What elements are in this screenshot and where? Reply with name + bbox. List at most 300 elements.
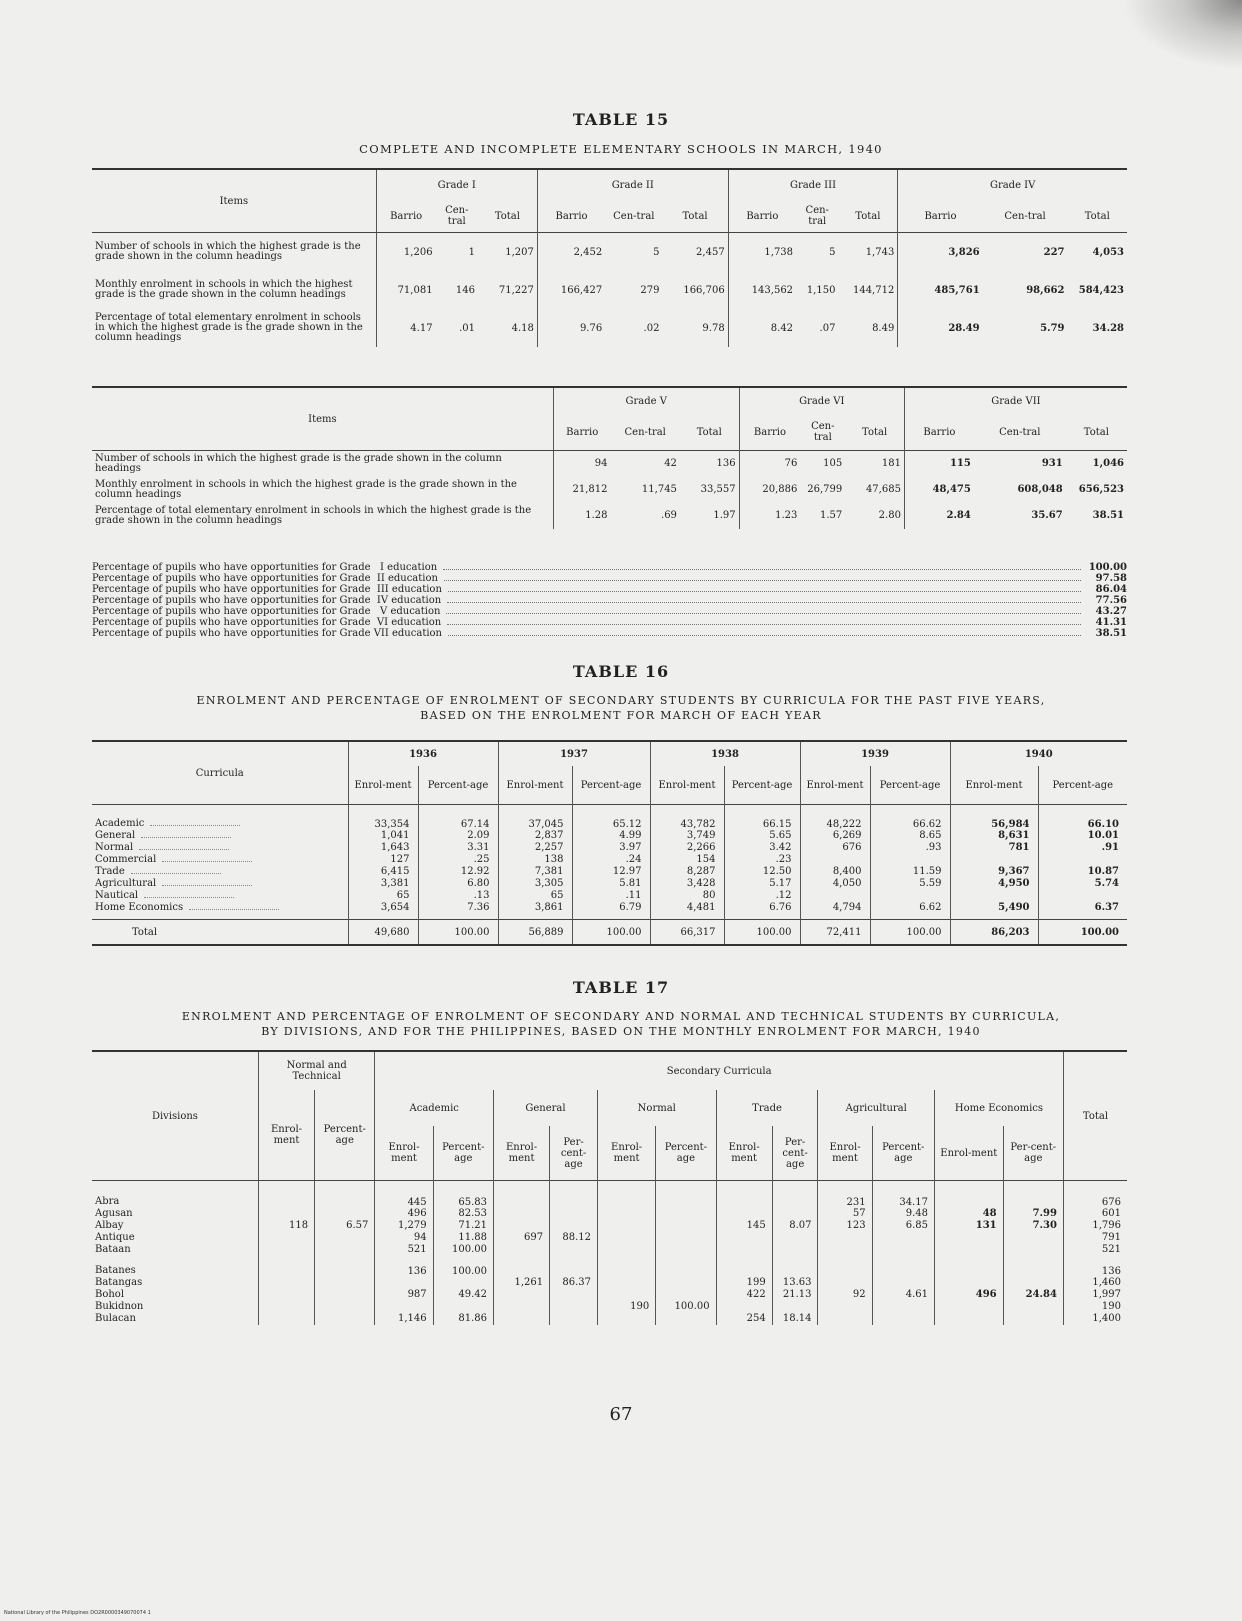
grade-header: Grade II — [537, 169, 728, 200]
leader-dots — [448, 584, 1081, 592]
table-cell: 8,631 — [950, 830, 1038, 842]
table-cell: 254 — [716, 1313, 772, 1325]
table-cell: 4,053 — [1092, 246, 1124, 258]
table-cell: 21,812 — [553, 477, 610, 503]
table-cell: 190 — [597, 1301, 655, 1313]
leader-dots — [443, 562, 1081, 570]
table-cell: 5.17 — [724, 878, 800, 890]
row-label — [92, 1244, 258, 1256]
grade-header: Grade V — [553, 387, 739, 414]
table-cell: 6.79 — [572, 902, 650, 920]
opportunity-row — [92, 606, 1127, 617]
table-cell: 123 — [818, 1220, 872, 1232]
table-cell: .02 — [643, 322, 660, 334]
table-cell — [375, 1277, 433, 1289]
table-cell — [315, 1256, 375, 1277]
table-cell: 144,712 — [852, 284, 895, 296]
leader-dots — [448, 628, 1081, 636]
table-cell: 2,257 — [498, 842, 572, 854]
subheader-total: Total — [696, 426, 722, 438]
table-cell: 82.53 — [433, 1208, 493, 1220]
table-cell — [550, 1289, 598, 1301]
subheader-barrio: Barrio — [728, 200, 796, 233]
table-cell: 80 — [650, 890, 724, 902]
percent-header: Percent-age — [418, 766, 498, 805]
curriculum-name: General — [95, 830, 136, 841]
table-cell: 11,745 — [641, 484, 677, 495]
opportunity-row — [92, 595, 1127, 606]
table-row — [92, 842, 1127, 854]
total-cell: 100.00 — [418, 920, 498, 946]
table-cell — [550, 1181, 598, 1209]
total-cell: 86,203 — [950, 920, 1038, 946]
table-cell — [716, 1181, 772, 1209]
table-cell — [433, 1277, 493, 1289]
table-cell — [315, 1289, 375, 1301]
table16-title: TABLE 16 — [572, 662, 670, 681]
table-cell: 5.74 — [1038, 878, 1127, 890]
table-cell: 608,048 — [1017, 484, 1063, 495]
curriculum-header: Normal — [597, 1090, 716, 1126]
table-cell: 9,367 — [950, 866, 1038, 878]
table-cell: 26,799 — [807, 484, 843, 495]
total-cell: 49,680 — [348, 920, 418, 946]
table-cell — [597, 1277, 655, 1289]
table-cell: 3,861 — [498, 902, 572, 920]
curriculum-name: Nautical — [95, 890, 139, 901]
table-cell: 13.63 — [772, 1277, 818, 1289]
table-cell — [716, 1232, 772, 1244]
table-cell — [818, 1313, 872, 1325]
table-cell — [258, 1289, 314, 1301]
table-cell — [550, 1244, 598, 1256]
year-header: 1937 — [498, 741, 650, 766]
opportunity-value: 38.51 — [1095, 628, 1127, 639]
table-cell: 28.49 — [898, 309, 983, 347]
table-cell: 33,557 — [700, 484, 736, 495]
division-name: Abra — [95, 1196, 120, 1207]
table15-title: TABLE 15 — [572, 110, 670, 129]
subheader-barrio: Barrio — [898, 200, 983, 233]
table-cell: 496 — [375, 1208, 433, 1220]
row-label: Number of schools in which the highest grade is the grade shown in the column headings — [95, 241, 361, 262]
table-cell: 5.65 — [724, 830, 800, 842]
curriculum-name: Agricultural — [95, 878, 157, 889]
table-cell: 4,950 — [950, 878, 1038, 890]
table-cell: 33,354 — [348, 805, 418, 831]
table-cell — [493, 1181, 549, 1209]
row-label — [92, 902, 348, 920]
table-cell — [315, 1277, 375, 1289]
table-cell: 3.42 — [724, 842, 800, 854]
table-cell: 697 — [493, 1232, 549, 1244]
table-cell — [597, 1181, 655, 1209]
table-cell: 4.18 — [511, 322, 534, 334]
items-header: Items — [92, 169, 376, 233]
table-cell: 4.99 — [572, 830, 650, 842]
year-header: 1938 — [650, 741, 800, 766]
table-cell: 66.15 — [724, 805, 800, 831]
table-cell — [772, 1256, 818, 1277]
curriculum-header: Home Economics — [934, 1090, 1063, 1126]
table-cell: 12.97 — [572, 866, 650, 878]
table-cell — [800, 890, 870, 902]
table-cell: 5 — [829, 246, 836, 258]
division-name: Albay — [95, 1220, 124, 1231]
table-cell — [656, 1313, 716, 1325]
table-cell: 10.87 — [1038, 866, 1127, 878]
division-name: Bulacan — [95, 1313, 136, 1324]
table-cell: 115 — [904, 451, 973, 477]
total-cell: 72,411 — [800, 920, 870, 946]
table-cell: 2,452 — [537, 233, 605, 272]
leader-dots — [141, 837, 231, 838]
table-cell — [656, 1220, 716, 1232]
table-cell: 6.76 — [724, 902, 800, 920]
table-cell: 6,415 — [348, 866, 418, 878]
table-cell: 2.84 — [904, 503, 973, 529]
division-name: Bukidnon — [95, 1301, 144, 1312]
table-cell — [258, 1208, 314, 1220]
leader-dots — [150, 825, 240, 826]
subheader-barrio: Barrio — [537, 200, 605, 233]
subheader-total: Total — [494, 210, 520, 222]
table-cell: 100.00 — [433, 1244, 493, 1256]
table-cell — [950, 890, 1038, 902]
enrol-header: Enrol-ment — [800, 766, 870, 805]
opportunity-row — [92, 573, 1127, 584]
table-cell: 1 — [468, 246, 475, 258]
percent-header: Percent-age — [872, 1126, 934, 1181]
table15-subtitle: COMPLETE AND INCOMPLETE ELEMENTARY SCHOOLS IN MARCH, 1940 — [359, 142, 883, 156]
table-cell: 1,738 — [728, 233, 796, 272]
table-cell — [656, 1289, 716, 1301]
table-cell: 65.12 — [572, 805, 650, 831]
table-cell: 12.50 — [724, 866, 800, 878]
leader-dots — [139, 849, 229, 850]
table-cell — [315, 1208, 375, 1220]
items-header: Items — [92, 387, 553, 451]
scan-shadow — [1122, 0, 1242, 70]
subheader-total: Total — [862, 426, 888, 438]
table-cell: 8,287 — [650, 866, 724, 878]
table-cell — [493, 1208, 549, 1220]
leader-dots — [447, 595, 1081, 603]
table-cell: 9.78 — [702, 322, 725, 334]
grade-header: Grade I — [376, 169, 537, 200]
table-cell: 3.97 — [572, 842, 650, 854]
table17-subtitle-1: ENROLMENT AND PERCENTAGE OF ENROLMENT OF SECONDARY AND NORMAL AND TECHNICAL STUDENTS BY CURRICULA, — [181, 1010, 1061, 1023]
table-cell — [800, 854, 870, 866]
table-cell: 145 — [716, 1220, 772, 1232]
table-row — [92, 477, 1127, 503]
opportunity-label: Percentage of pupils who have opportunities for Grade II education — [92, 573, 438, 584]
table-cell — [716, 1256, 772, 1277]
table-cell — [870, 890, 950, 902]
table-cell: 166,706 — [683, 284, 725, 296]
table-cell: 2,457 — [696, 246, 725, 258]
table-cell: 66.62 — [870, 805, 950, 831]
table-cell: 24.84 — [1003, 1289, 1063, 1301]
leader-dots — [144, 897, 234, 898]
table-cell — [934, 1181, 1003, 1209]
opportunity-row — [92, 562, 1127, 573]
table-cell: 38.51 — [1092, 510, 1124, 521]
total-cell: 100.00 — [724, 920, 800, 946]
table-cell: 8.65 — [870, 830, 950, 842]
table-cell — [818, 1232, 872, 1244]
table-cell — [315, 1313, 375, 1325]
table-cell — [597, 1256, 655, 1277]
table-cell: 7,381 — [498, 866, 572, 878]
table-cell: 9.76 — [537, 309, 605, 347]
table-cell: 1,400 — [1063, 1313, 1127, 1325]
table-cell: 47,685 — [865, 484, 901, 495]
row-label: Percentage of total elementary enrolment in schools in which the highest grade is the grade shown in the column headings — [95, 312, 363, 343]
row-label — [92, 920, 348, 946]
table-cell — [818, 1277, 872, 1289]
table-cell: 987 — [375, 1289, 433, 1301]
table-cell — [656, 1256, 716, 1277]
table-cell: 676 — [800, 842, 870, 854]
subheader-barrio: Barrio — [739, 414, 800, 451]
table-cell: 2,837 — [498, 830, 572, 842]
leader-dots — [162, 885, 252, 886]
opportunity-row — [92, 628, 1127, 639]
curriculum-header: General — [493, 1090, 597, 1126]
table-cell: 5.79 — [1040, 322, 1065, 334]
table-cell — [315, 1244, 375, 1256]
division-name: Bohol — [95, 1289, 125, 1300]
table-cell: 138 — [498, 854, 572, 866]
table-row — [92, 451, 1127, 477]
table-cell: 1,743 — [865, 246, 895, 258]
table-cell — [597, 1313, 655, 1325]
table-row — [92, 902, 1127, 920]
table-cell — [315, 1181, 375, 1209]
table-cell: 181 — [881, 458, 901, 470]
table-cell: 227 — [1043, 246, 1065, 258]
table-cell: 65 — [348, 890, 418, 902]
table-cell — [1038, 854, 1127, 866]
table-cell — [550, 1301, 598, 1313]
subheader-total: Total — [682, 210, 708, 222]
enrol-header: Enrol-ment — [650, 766, 724, 805]
table-cell — [818, 1301, 872, 1313]
percent-header: Percent-age — [724, 766, 800, 805]
table16 — [92, 740, 1127, 946]
table-cell — [772, 1181, 818, 1209]
table-cell: 6.62 — [870, 902, 950, 920]
grade-header: Grade IV — [898, 169, 1127, 200]
table-cell: 279 — [640, 284, 660, 296]
table-cell: 485,761 — [898, 271, 983, 309]
enrol-header: Enrol-ment — [716, 1126, 772, 1181]
table-row — [92, 1277, 1127, 1289]
percent-header: Percent-age — [315, 1090, 375, 1181]
table-cell: 12.92 — [418, 866, 498, 878]
table-cell: 1.23 — [739, 503, 800, 529]
table-cell: 65 — [498, 890, 572, 902]
table-cell: 42 — [664, 458, 677, 470]
table-cell: 98,662 — [1026, 284, 1065, 296]
row-label: Monthly enrolment in schools in which the highest grade is the grade shown in the column headings — [95, 279, 353, 300]
table-cell — [597, 1289, 655, 1301]
table-cell: 34.28 — [1092, 322, 1124, 334]
table-row — [92, 1208, 1127, 1220]
table-cell: 35.67 — [1031, 510, 1063, 521]
table-cell: .24 — [572, 854, 650, 866]
table-cell: 43,782 — [650, 805, 724, 831]
row-label: Number of schools in which the highest grade is the grade shown in the column headings — [95, 452, 502, 474]
table-cell: 57 — [818, 1208, 872, 1220]
row-label — [92, 842, 348, 854]
opportunity-label: Percentage of pupils who have opportunities for Grade III education — [92, 584, 442, 595]
table-cell: 1,150 — [806, 284, 836, 296]
grade-header: Grade III — [728, 169, 898, 200]
table15-lower — [92, 386, 1127, 529]
leader-dots — [446, 606, 1081, 614]
table-row — [92, 890, 1127, 902]
table-cell: 1,643 — [348, 842, 418, 854]
table-cell — [1003, 1181, 1063, 1209]
opportunity-value: 97.58 — [1095, 573, 1127, 584]
table-cell: 3,749 — [650, 830, 724, 842]
table-cell: 100.00 — [433, 1256, 493, 1277]
division-name: Bataan — [95, 1244, 131, 1255]
table-cell — [934, 1232, 1003, 1244]
table-cell: 166,427 — [537, 271, 605, 309]
table-cell: 34.17 — [872, 1181, 934, 1209]
curricula-header: Curricula — [92, 741, 348, 805]
footer-credit: National Library of the Philippines DO2R0000349070074 1 — [4, 1610, 151, 1616]
table-cell: 8,400 — [800, 866, 870, 878]
curriculum-name: Normal — [95, 842, 134, 853]
table-row — [92, 1256, 1127, 1277]
table-cell: 100.00 — [656, 1301, 716, 1313]
table-cell: 9.48 — [872, 1208, 934, 1220]
table-cell: 521 — [375, 1244, 433, 1256]
table-cell: 49.42 — [433, 1289, 493, 1301]
table-cell — [716, 1244, 772, 1256]
table-row — [92, 866, 1127, 878]
secondary-header: Secondary Curricula — [375, 1051, 1064, 1090]
division-name: Batangas — [95, 1277, 143, 1288]
table-cell: 781 — [950, 842, 1038, 854]
table17 — [92, 1050, 1127, 1325]
row-label — [92, 1301, 258, 1313]
table-cell: 8.49 — [872, 322, 895, 334]
table-cell: 136 — [375, 1256, 433, 1277]
table-cell — [433, 1301, 493, 1313]
enrol-header: Enrol-ment — [498, 766, 572, 805]
table-cell: 136 — [1063, 1256, 1127, 1277]
table-cell: .91 — [1038, 842, 1127, 854]
table-cell: .93 — [870, 842, 950, 854]
table-cell: 1,046 — [1092, 458, 1124, 470]
table-cell: .23 — [724, 854, 800, 866]
table-cell: 10.01 — [1038, 830, 1127, 842]
total-cell: 100.00 — [572, 920, 650, 946]
table-cell: 7.36 — [418, 902, 498, 920]
table-cell: 584,423 — [1078, 284, 1124, 296]
table-row — [92, 1301, 1127, 1313]
curriculum-name: Academic — [95, 818, 145, 829]
percent-header: Percent-age — [1038, 766, 1127, 805]
table-row — [92, 1244, 1127, 1256]
table16-subtitle-1: ENROLMENT AND PERCENTAGE OF ENROLMENT OF SECONDARY STUDENTS BY CURRICULA FOR THE PAST FIVE YEARS, — [196, 694, 1046, 707]
table-cell: 6.85 — [872, 1220, 934, 1232]
total-header: Total — [1063, 1051, 1127, 1181]
table-cell: 1,279 — [375, 1220, 433, 1232]
table-cell: 143,562 — [728, 271, 796, 309]
table-cell — [258, 1277, 314, 1289]
table-cell: 445 — [375, 1181, 433, 1209]
table-cell: 94 — [553, 451, 610, 477]
table-cell — [950, 854, 1038, 866]
row-label — [92, 1277, 258, 1289]
table-row — [92, 1220, 1127, 1232]
percent-header: Per-cent-age — [1003, 1126, 1063, 1181]
year-header: 1939 — [800, 741, 950, 766]
row-label — [92, 805, 348, 831]
leader-dots — [162, 861, 252, 862]
enrol-header: Enrol-ment — [258, 1090, 314, 1181]
percent-header: Percent-age — [572, 766, 650, 805]
table16-subtitle-2: BASED ON THE ENROLMENT FOR MARCH OF EACH YEAR — [420, 709, 822, 722]
table-cell: 65.83 — [433, 1181, 493, 1209]
divisions-header: Divisions — [92, 1051, 258, 1181]
table-cell — [772, 1232, 818, 1244]
table-cell — [1038, 890, 1127, 902]
table-cell — [493, 1256, 549, 1277]
table-cell: 3,826 — [898, 233, 983, 272]
enrol-header: Enrol-ment — [493, 1126, 549, 1181]
table-cell — [934, 1244, 1003, 1256]
table-cell — [315, 1232, 375, 1244]
table-row — [92, 503, 1127, 529]
table-cell: 7.30 — [1003, 1220, 1063, 1232]
table-cell: 5,490 — [950, 902, 1038, 920]
table-cell — [1003, 1277, 1063, 1289]
opportunity-label: Percentage of pupils who have opportunities for Grade VI education — [92, 617, 442, 628]
table-cell — [818, 1244, 872, 1256]
table-row — [92, 233, 1127, 272]
row-label — [92, 878, 348, 890]
table-row — [92, 878, 1127, 890]
table-cell: 4,050 — [800, 878, 870, 890]
table-cell — [772, 1301, 818, 1313]
table-cell: 118 — [258, 1220, 314, 1232]
table-cell — [818, 1256, 872, 1277]
row-label: Percentage of total elementary enrolment in schools in which the highest grade is the grade shown in the column headings — [95, 504, 532, 526]
table-cell: 71,227 — [498, 284, 534, 296]
table-row — [92, 271, 1127, 309]
enrol-header: Enrol-ment — [348, 766, 418, 805]
table-cell: 5.81 — [572, 878, 650, 890]
table-cell: .01 — [459, 322, 475, 334]
table-cell: .11 — [572, 890, 650, 902]
subheader-total: Total — [1084, 210, 1110, 222]
total-label: Total — [132, 926, 158, 938]
table-cell — [872, 1301, 934, 1313]
table-row — [92, 309, 1127, 347]
row-label: Monthly enrolment in schools in which the highest grade is the grade shown in the column headings — [95, 478, 517, 500]
table-cell: 2.09 — [418, 830, 498, 842]
opportunity-label: Percentage of pupils who have opportunities for Grade VII education — [92, 628, 442, 639]
table-cell: 931 — [1041, 458, 1063, 470]
table-cell — [716, 1301, 772, 1313]
